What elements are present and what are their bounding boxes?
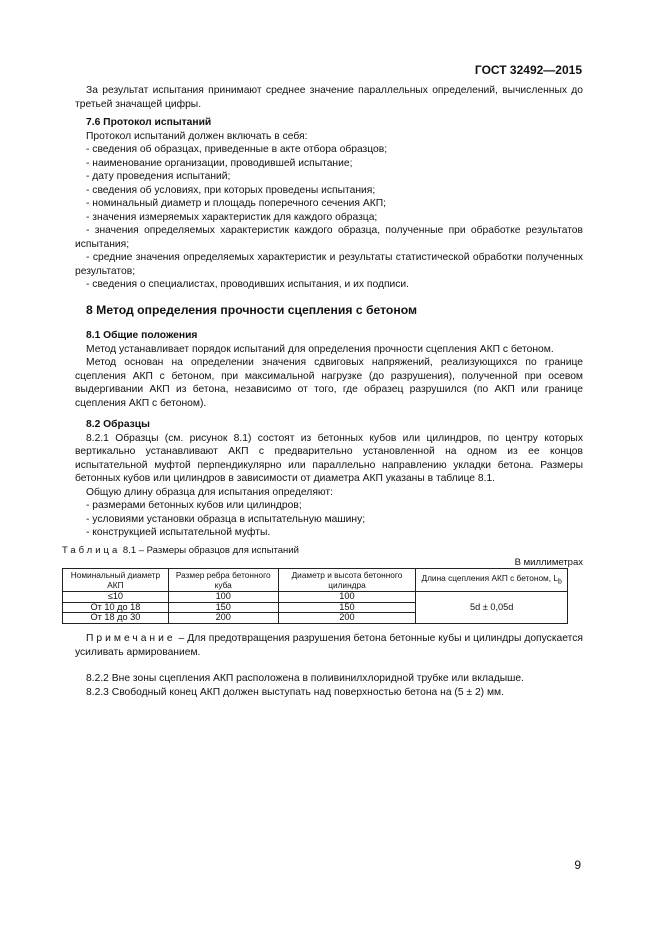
page-number: 9 xyxy=(574,858,581,872)
column-header-text: Длина сцепления АКП с бетоном, L xyxy=(421,572,558,583)
section-8-1-heading: 8.1 Общие положения xyxy=(86,330,198,341)
section-8-1-paragraph: Метод устанавливает порядок испытаний для определения прочности сцепления АКП с бетоном. xyxy=(86,343,554,355)
table-caption-label: Таблица xyxy=(62,545,121,556)
list-item: - номинальный диаметр и площадь поперечного сечения АКП; xyxy=(86,198,386,209)
section-8-2-1-paragraph: 8.2.1 Образцы (см. рисунок 8.1) состоят из бетонных кубов или цилиндров, по центру которых вертикально устанавливают АКП с предварительно установленной на одном из ее концов испытательной муфтой перпендикулярно или параллельно направлению укладки бетона. Размеры бетонных кубов или цилиндров в зависимости от диаметра АКП указаны в таблице 8.1. xyxy=(75,432,583,484)
note-text: – Для предотвращения разрушения бетона бетонные кубы и цилиндры допускается усиливать армированием. xyxy=(75,633,583,658)
table-cell: 150 xyxy=(278,602,416,613)
section-8-2-2-paragraph: 8.2.2 Вне зоны сцепления АКП расположена в поливинилхлоридной трубке или вкладыше. xyxy=(86,673,524,684)
column-header-subscript: b xyxy=(557,578,562,586)
column-header: Размер ребра бетонного куба xyxy=(168,569,278,592)
list-item: - размерами бетонных кубов или цилиндров; xyxy=(86,500,302,511)
note-label: Примечание xyxy=(86,633,176,644)
table-cell: 150 xyxy=(168,602,278,613)
table-merged-cell: 5d ± 0,05d xyxy=(416,592,568,624)
main-text xyxy=(75,84,583,540)
column-header: Диаметр и высота бетонного цилиндра xyxy=(278,569,416,592)
list-item: - конструкцией испытательной муфты. xyxy=(86,527,271,538)
section-7-6-lead: Протокол испытаний должен включать в себя: xyxy=(86,130,308,142)
list-item: - сведения об условиях, при которых проведены испытания; xyxy=(86,184,376,196)
table-caption xyxy=(62,545,299,556)
section-8-2-lead: Общую длину образца для испытания определяют: xyxy=(86,486,333,498)
specimen-size-table xyxy=(62,568,568,624)
column-header: Номинальный диаметр АКП xyxy=(63,569,169,592)
table-note xyxy=(75,632,583,659)
section-8-2-3-paragraph: 8.2.3 Свободный конец АКП должен выступать над поверхностью бетона на (5 ± 2) мм. xyxy=(86,686,504,698)
table-cell: От 10 до 18 xyxy=(63,602,169,613)
table-header-row xyxy=(63,569,568,592)
table-caption-text: 8.1 – Размеры образцов для испытаний xyxy=(122,545,299,556)
table-cell: 100 xyxy=(168,592,278,603)
list-item: - значения измеряемых характеристик для каждого образца; xyxy=(86,211,378,223)
table-cell: 200 xyxy=(168,613,278,624)
section-7-6-heading: 7.6 Протокол испытаний xyxy=(86,117,212,128)
table-cell: 200 xyxy=(278,613,416,624)
list-item: - сведения о специалистах, проводивших испытания, и их подписи. xyxy=(86,279,410,290)
list-item: - средние значения определяемых характеристик и результаты статистической обработки полученных результатов; xyxy=(75,252,583,277)
table-row xyxy=(63,592,568,603)
column-header xyxy=(416,569,568,592)
table-cell: ≤10 xyxy=(63,592,169,603)
section-8-heading: 8 Метод определения прочности сцепления с бетоном xyxy=(86,302,418,317)
standard-designation: ГОСТ 32492—2015 xyxy=(474,63,582,77)
intro-paragraph: За результат испытания принимают среднее значение параллельных определений, вычисленных до третьей значащей цифры. xyxy=(75,85,583,110)
section-8-1-paragraph: Метод основан на определении значения сдвиговых напряжений, реализующихся по границе сцепления АКП с бетоном, при максимальной нагрузке (до разрушения), полученной при осевом выдергивании АКП из бетона, независимо от того, где образец разрушился (по АКП или границе сцепления АКП с бетоном). xyxy=(75,357,583,409)
table-cell: От 18 до 30 xyxy=(63,613,169,624)
list-item: - дату проведения испытаний; xyxy=(86,171,231,182)
table-cell: 100 xyxy=(278,592,416,603)
section-8-2-continued xyxy=(75,672,583,699)
list-item: - сведения об образцах, приведенные в акте отбора образцов; xyxy=(86,144,388,155)
section-8-2-heading: 8.2 Образцы xyxy=(86,419,150,430)
list-item: - значения определяемых характеристик каждого образца, полученные при обработке результатов испытания; xyxy=(75,225,583,250)
list-item: - условиями установки образца в испытательную машину; xyxy=(86,513,366,525)
list-item: - наименование организации, проводившей испытание; xyxy=(86,157,353,169)
table-units: В миллиметрах xyxy=(514,557,583,568)
